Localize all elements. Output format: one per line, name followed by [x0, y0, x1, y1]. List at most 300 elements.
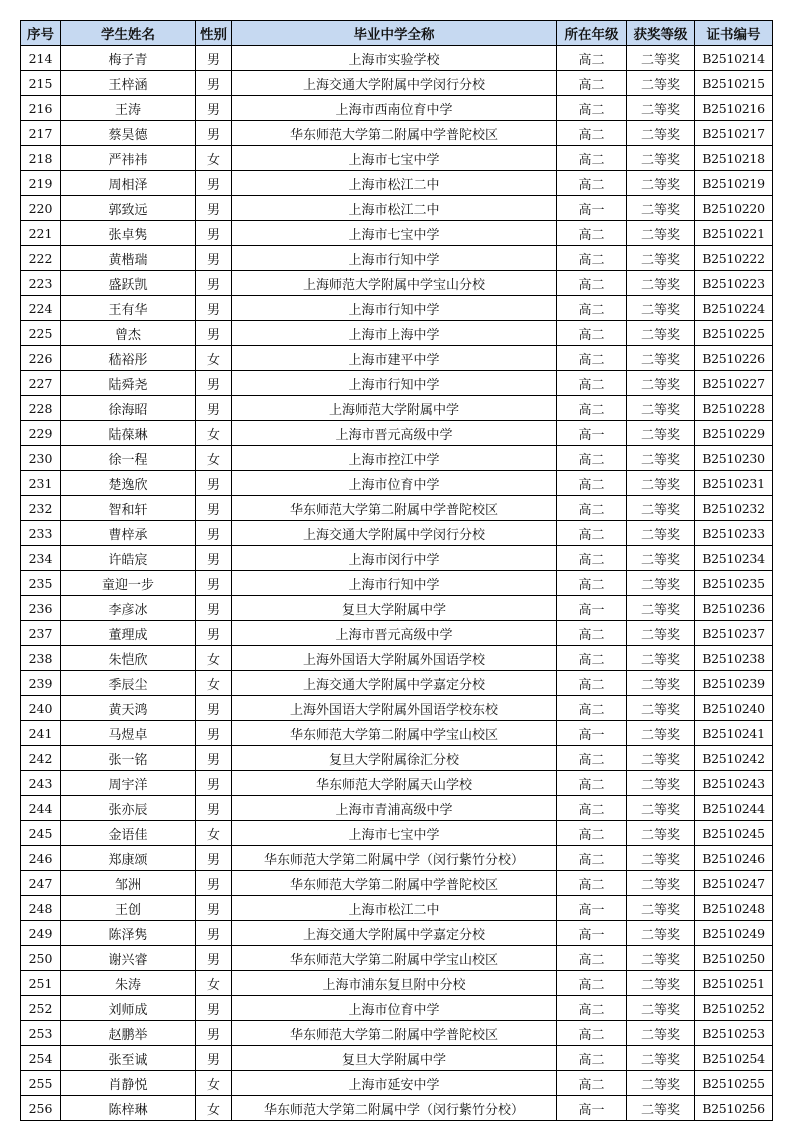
gender-cell: 男 [196, 946, 232, 971]
grade-cell: 高二 [557, 846, 627, 871]
award-level-cell: 二等奖 [627, 971, 695, 996]
seq-cell: 241 [21, 721, 61, 746]
student-name-cell: 肖静悦 [61, 1071, 196, 1096]
table-row [21, 146, 773, 171]
school-cell: 上海市青浦高级中学 [232, 796, 557, 821]
gender-cell: 男 [196, 121, 232, 146]
certificate-no-cell: B2510242 [695, 746, 773, 771]
award-level-cell: 二等奖 [627, 671, 695, 696]
grade-cell: 高二 [557, 546, 627, 571]
grade-cell: 高二 [557, 996, 627, 1021]
grade-cell: 高二 [557, 1021, 627, 1046]
grade-cell: 高二 [557, 496, 627, 521]
grade-cell: 高二 [557, 571, 627, 596]
school-cell: 华东师范大学第二附属中学普陀校区 [232, 121, 557, 146]
school-cell: 上海师范大学附属中学 [232, 396, 557, 421]
certificate-no-cell: B2510247 [695, 871, 773, 896]
table-row [21, 646, 773, 671]
gender-cell: 男 [196, 896, 232, 921]
student-name-cell: 陈梓琳 [61, 1096, 196, 1121]
school-cell: 上海交通大学附属中学闵行分校 [232, 71, 557, 96]
table-row [21, 446, 773, 471]
table-body [21, 46, 773, 1121]
student-name-cell: 刘师成 [61, 996, 196, 1021]
certificate-no-cell: B2510252 [695, 996, 773, 1021]
student-name-cell: 曾杰 [61, 321, 196, 346]
student-name-cell: 李彦冰 [61, 596, 196, 621]
seq-cell: 239 [21, 671, 61, 696]
grade-cell: 高二 [557, 371, 627, 396]
table-row [21, 346, 773, 371]
grade-cell: 高二 [557, 946, 627, 971]
seq-cell: 217 [21, 121, 61, 146]
grade-cell: 高一 [557, 196, 627, 221]
award-list-sheet [20, 20, 773, 1121]
certificate-no-cell: B2510250 [695, 946, 773, 971]
table-row [21, 521, 773, 546]
seq-cell: 250 [21, 946, 61, 971]
gender-cell: 男 [196, 321, 232, 346]
gender-cell: 男 [196, 621, 232, 646]
school-cell: 上海市西南位育中学 [232, 96, 557, 121]
award-level-cell: 二等奖 [627, 871, 695, 896]
school-cell: 上海交通大学附属中学闵行分校 [232, 521, 557, 546]
table-row [21, 246, 773, 271]
certificate-no-cell: B2510255 [695, 1071, 773, 1096]
school-cell: 上海市闵行中学 [232, 546, 557, 571]
gender-cell: 女 [196, 346, 232, 371]
school-cell: 复旦大学附属徐汇分校 [232, 746, 557, 771]
school-cell: 上海市松江二中 [232, 896, 557, 921]
grade-cell: 高二 [557, 321, 627, 346]
table-row [21, 846, 773, 871]
table-row [21, 1046, 773, 1071]
grade-cell: 高一 [557, 921, 627, 946]
student-name-cell: 王梓涵 [61, 71, 196, 96]
certificate-no-cell: B2510229 [695, 421, 773, 446]
student-name-cell: 郭致远 [61, 196, 196, 221]
table-row [21, 296, 773, 321]
grade-cell: 高二 [557, 796, 627, 821]
gender-cell: 男 [196, 496, 232, 521]
grade-cell: 高二 [557, 446, 627, 471]
award-level-cell: 二等奖 [627, 146, 695, 171]
grade-cell: 高二 [557, 396, 627, 421]
student-name-cell: 楚逸欣 [61, 471, 196, 496]
grade-cell: 高二 [557, 46, 627, 71]
award-level-cell: 二等奖 [627, 496, 695, 521]
student-name-cell: 蔡昊德 [61, 121, 196, 146]
table-row [21, 796, 773, 821]
gender-cell: 女 [196, 421, 232, 446]
student-name-cell: 陈泽隽 [61, 921, 196, 946]
certificate-no-cell: B2510238 [695, 646, 773, 671]
seq-cell: 238 [21, 646, 61, 671]
award-level-cell: 二等奖 [627, 896, 695, 921]
grade-cell: 高二 [557, 771, 627, 796]
award-level-cell: 二等奖 [627, 746, 695, 771]
table-row [21, 596, 773, 621]
student-name-cell: 马煜卓 [61, 721, 196, 746]
gender-cell: 女 [196, 146, 232, 171]
table-row [21, 196, 773, 221]
student-name-cell: 朱恺欣 [61, 646, 196, 671]
certificate-no-cell: B2510219 [695, 171, 773, 196]
gender-cell: 女 [196, 646, 232, 671]
table-row [21, 971, 773, 996]
gender-cell: 男 [196, 396, 232, 421]
school-cell: 上海市浦东复旦附中分校 [232, 971, 557, 996]
student-name-cell: 朱涛 [61, 971, 196, 996]
grade-cell: 高二 [557, 871, 627, 896]
school-cell: 上海市七宝中学 [232, 221, 557, 246]
award-level-cell: 二等奖 [627, 521, 695, 546]
gender-cell: 男 [196, 521, 232, 546]
award-level-cell: 二等奖 [627, 696, 695, 721]
certificate-no-cell: B2510216 [695, 96, 773, 121]
gender-cell: 男 [196, 696, 232, 721]
grade-cell: 高二 [557, 696, 627, 721]
certificate-no-cell: B2510233 [695, 521, 773, 546]
header-gender: 性别 [196, 21, 232, 46]
certificate-no-cell: B2510228 [695, 396, 773, 421]
grade-cell: 高二 [557, 646, 627, 671]
grade-cell: 高二 [557, 1046, 627, 1071]
gender-cell: 男 [196, 371, 232, 396]
school-cell: 复旦大学附属中学 [232, 1046, 557, 1071]
seq-cell: 244 [21, 796, 61, 821]
student-name-cell: 智和轩 [61, 496, 196, 521]
award-level-cell: 二等奖 [627, 546, 695, 571]
table-row [21, 1021, 773, 1046]
student-name-cell: 郑康颂 [61, 846, 196, 871]
seq-cell: 243 [21, 771, 61, 796]
certificate-no-cell: B2510215 [695, 71, 773, 96]
student-name-cell: 张至诚 [61, 1046, 196, 1071]
gender-cell: 男 [196, 771, 232, 796]
table-row [21, 821, 773, 846]
grade-cell: 高二 [557, 96, 627, 121]
grade-cell: 高二 [557, 346, 627, 371]
certificate-no-cell: B2510221 [695, 221, 773, 246]
award-level-cell: 二等奖 [627, 621, 695, 646]
award-level-cell: 二等奖 [627, 321, 695, 346]
gender-cell: 女 [196, 1096, 232, 1121]
school-cell: 上海市松江二中 [232, 196, 557, 221]
award-level-cell: 二等奖 [627, 421, 695, 446]
gender-cell: 男 [196, 271, 232, 296]
gender-cell: 男 [196, 471, 232, 496]
table-row [21, 221, 773, 246]
school-cell: 上海市松江二中 [232, 171, 557, 196]
student-name-cell: 周相泽 [61, 171, 196, 196]
school-cell: 上海市晋元高级中学 [232, 421, 557, 446]
school-cell: 上海外国语大学附属外国语学校东校 [232, 696, 557, 721]
student-name-cell: 季辰尘 [61, 671, 196, 696]
table-row [21, 771, 773, 796]
grade-cell: 高二 [557, 971, 627, 996]
certificate-no-cell: B2510246 [695, 846, 773, 871]
gender-cell: 男 [196, 96, 232, 121]
grade-cell: 高一 [557, 896, 627, 921]
grade-cell: 高二 [557, 171, 627, 196]
student-name-cell: 邹洲 [61, 871, 196, 896]
award-level-cell: 二等奖 [627, 371, 695, 396]
award-level-cell: 二等奖 [627, 296, 695, 321]
student-name-cell: 陆舜尧 [61, 371, 196, 396]
grade-cell: 高二 [557, 146, 627, 171]
grade-cell: 高二 [557, 246, 627, 271]
gender-cell: 男 [196, 46, 232, 71]
award-level-cell: 二等奖 [627, 346, 695, 371]
table-row [21, 721, 773, 746]
certificate-no-cell: B2510237 [695, 621, 773, 646]
school-cell: 上海市行知中学 [232, 371, 557, 396]
table-row [21, 921, 773, 946]
gender-cell: 男 [196, 796, 232, 821]
award-level-cell: 二等奖 [627, 721, 695, 746]
grade-cell: 高二 [557, 821, 627, 846]
award-level-cell: 二等奖 [627, 1096, 695, 1121]
student-name-cell: 金语佳 [61, 821, 196, 846]
certificate-no-cell: B2510217 [695, 121, 773, 146]
seq-cell: 235 [21, 571, 61, 596]
certificate-no-cell: B2510244 [695, 796, 773, 821]
certificate-no-cell: B2510239 [695, 671, 773, 696]
school-cell: 上海交通大学附属中学嘉定分校 [232, 921, 557, 946]
seq-cell: 247 [21, 871, 61, 896]
school-cell: 上海市上海中学 [232, 321, 557, 346]
student-name-cell: 张一铭 [61, 746, 196, 771]
gender-cell: 男 [196, 921, 232, 946]
seq-cell: 231 [21, 471, 61, 496]
award-level-cell: 二等奖 [627, 471, 695, 496]
table-row [21, 396, 773, 421]
student-name-cell: 曹梓承 [61, 521, 196, 546]
grade-cell: 高一 [557, 596, 627, 621]
seq-cell: 237 [21, 621, 61, 646]
table-row [21, 621, 773, 646]
grade-cell: 高二 [557, 621, 627, 646]
seq-cell: 221 [21, 221, 61, 246]
gender-cell: 男 [196, 171, 232, 196]
award-level-cell: 二等奖 [627, 921, 695, 946]
table-header-row [21, 21, 773, 46]
student-name-cell: 严祎祎 [61, 146, 196, 171]
student-name-cell: 周宇洋 [61, 771, 196, 796]
student-name-cell: 董理成 [61, 621, 196, 646]
student-name-cell: 盛跃凯 [61, 271, 196, 296]
table-row [21, 1071, 773, 1096]
certificate-no-cell: B2510223 [695, 271, 773, 296]
seq-cell: 219 [21, 171, 61, 196]
seq-cell: 232 [21, 496, 61, 521]
award-level-cell: 二等奖 [627, 446, 695, 471]
school-cell: 华东师范大学第二附属中学普陀校区 [232, 496, 557, 521]
certificate-no-cell: B2510249 [695, 921, 773, 946]
certificate-no-cell: B2510220 [695, 196, 773, 221]
gender-cell: 男 [196, 221, 232, 246]
seq-cell: 218 [21, 146, 61, 171]
seq-cell: 251 [21, 971, 61, 996]
school-cell: 上海市实验学校 [232, 46, 557, 71]
award-level-cell: 二等奖 [627, 396, 695, 421]
table-row [21, 996, 773, 1021]
school-cell: 华东师范大学第二附属中学普陀校区 [232, 1021, 557, 1046]
gender-cell: 女 [196, 1071, 232, 1096]
table-row [21, 696, 773, 721]
certificate-no-cell: B2510232 [695, 496, 773, 521]
award-level-cell: 二等奖 [627, 996, 695, 1021]
gender-cell: 男 [196, 996, 232, 1021]
gender-cell: 男 [196, 71, 232, 96]
award-level-cell: 二等奖 [627, 571, 695, 596]
grade-cell: 高二 [557, 671, 627, 696]
seq-cell: 230 [21, 446, 61, 471]
school-cell: 上海市晋元高级中学 [232, 621, 557, 646]
seq-cell: 215 [21, 71, 61, 96]
certificate-no-cell: B2510226 [695, 346, 773, 371]
table-row [21, 71, 773, 96]
certificate-no-cell: B2510234 [695, 546, 773, 571]
certificate-no-cell: B2510248 [695, 896, 773, 921]
seq-cell: 242 [21, 746, 61, 771]
header-student-name: 学生姓名 [61, 21, 196, 46]
gender-cell: 男 [196, 721, 232, 746]
gender-cell: 男 [196, 196, 232, 221]
certificate-no-cell: B2510231 [695, 471, 773, 496]
certificate-no-cell: B2510222 [695, 246, 773, 271]
school-cell: 上海市行知中学 [232, 571, 557, 596]
seq-cell: 233 [21, 521, 61, 546]
table-row [21, 421, 773, 446]
award-level-cell: 二等奖 [627, 196, 695, 221]
award-level-cell: 二等奖 [627, 646, 695, 671]
certificate-no-cell: B2510245 [695, 821, 773, 846]
student-name-cell: 童迎一步 [61, 571, 196, 596]
seq-cell: 249 [21, 921, 61, 946]
gender-cell: 男 [196, 596, 232, 621]
school-cell: 华东师范大学第二附属中学普陀校区 [232, 871, 557, 896]
school-cell: 上海市控江中学 [232, 446, 557, 471]
award-level-cell: 二等奖 [627, 46, 695, 71]
seq-cell: 246 [21, 846, 61, 871]
table-row [21, 896, 773, 921]
award-level-cell: 二等奖 [627, 1021, 695, 1046]
certificate-no-cell: B2510256 [695, 1096, 773, 1121]
gender-cell: 女 [196, 671, 232, 696]
grade-cell: 高二 [557, 521, 627, 546]
student-name-cell: 谢兴睿 [61, 946, 196, 971]
award-level-cell: 二等奖 [627, 796, 695, 821]
table-row [21, 871, 773, 896]
award-level-cell: 二等奖 [627, 596, 695, 621]
table-row [21, 121, 773, 146]
gender-cell: 男 [196, 1021, 232, 1046]
seq-cell: 253 [21, 1021, 61, 1046]
grade-cell: 高二 [557, 271, 627, 296]
award-level-cell: 二等奖 [627, 1046, 695, 1071]
seq-cell: 214 [21, 46, 61, 71]
gender-cell: 男 [196, 246, 232, 271]
award-level-cell: 二等奖 [627, 1071, 695, 1096]
certificate-no-cell: B2510235 [695, 571, 773, 596]
table-row [21, 96, 773, 121]
award-level-cell: 二等奖 [627, 121, 695, 146]
certificate-no-cell: B2510218 [695, 146, 773, 171]
header-seq: 序号 [21, 21, 61, 46]
seq-cell: 234 [21, 546, 61, 571]
table-row [21, 46, 773, 71]
certificate-no-cell: B2510236 [695, 596, 773, 621]
student-name-cell: 赵鹏举 [61, 1021, 196, 1046]
table-row [21, 171, 773, 196]
seq-cell: 254 [21, 1046, 61, 1071]
school-cell: 上海市行知中学 [232, 296, 557, 321]
student-name-cell: 王有华 [61, 296, 196, 321]
school-cell: 华东师范大学第二附属中学宝山校区 [232, 721, 557, 746]
award-level-cell: 二等奖 [627, 771, 695, 796]
school-cell: 复旦大学附属中学 [232, 596, 557, 621]
gender-cell: 男 [196, 846, 232, 871]
student-name-cell: 黄楷瑞 [61, 246, 196, 271]
award-level-cell: 二等奖 [627, 271, 695, 296]
table-row [21, 371, 773, 396]
table-row [21, 546, 773, 571]
seq-cell: 220 [21, 196, 61, 221]
seq-cell: 255 [21, 1071, 61, 1096]
seq-cell: 236 [21, 596, 61, 621]
school-cell: 上海师范大学附属中学宝山分校 [232, 271, 557, 296]
award-level-cell: 二等奖 [627, 71, 695, 96]
header-school: 毕业中学全称 [232, 21, 557, 46]
seq-cell: 228 [21, 396, 61, 421]
seq-cell: 245 [21, 821, 61, 846]
seq-cell: 222 [21, 246, 61, 271]
table-row [21, 471, 773, 496]
seq-cell: 252 [21, 996, 61, 1021]
student-name-cell: 王涛 [61, 96, 196, 121]
gender-cell: 男 [196, 871, 232, 896]
seq-cell: 224 [21, 296, 61, 321]
table-row [21, 746, 773, 771]
award-level-cell: 二等奖 [627, 946, 695, 971]
student-name-cell: 嵇裕彤 [61, 346, 196, 371]
student-name-cell: 王创 [61, 896, 196, 921]
certificate-no-cell: B2510251 [695, 971, 773, 996]
award-level-cell: 二等奖 [627, 846, 695, 871]
certificate-no-cell: B2510253 [695, 1021, 773, 1046]
school-cell: 上海市七宝中学 [232, 146, 557, 171]
school-cell: 上海市位育中学 [232, 471, 557, 496]
gender-cell: 男 [196, 296, 232, 321]
grade-cell: 高二 [557, 121, 627, 146]
table-row [21, 1096, 773, 1121]
student-name-cell: 梅子青 [61, 46, 196, 71]
gender-cell: 男 [196, 546, 232, 571]
header-certificate-no: 证书编号 [695, 21, 773, 46]
certificate-no-cell: B2510230 [695, 446, 773, 471]
certificate-no-cell: B2510240 [695, 696, 773, 721]
table-row [21, 321, 773, 346]
student-name-cell: 陆葆琳 [61, 421, 196, 446]
table-row [21, 571, 773, 596]
school-cell: 上海市建平中学 [232, 346, 557, 371]
table-row [21, 271, 773, 296]
grade-cell: 高二 [557, 746, 627, 771]
seq-cell: 225 [21, 321, 61, 346]
grade-cell: 高二 [557, 296, 627, 321]
